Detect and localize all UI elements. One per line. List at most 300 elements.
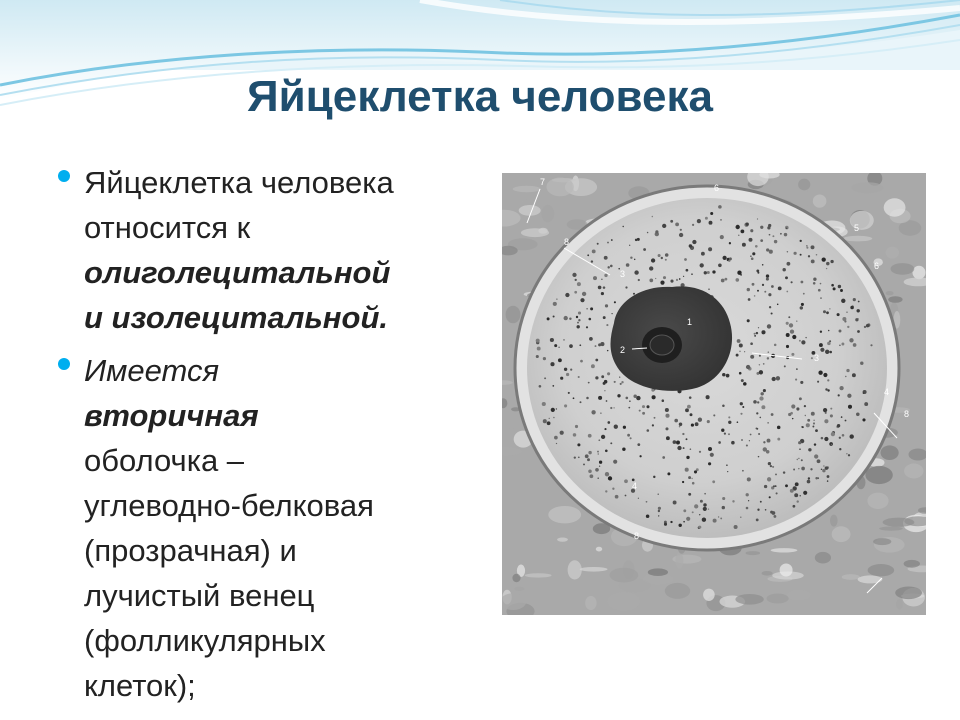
cytoplasm-granule [870, 344, 872, 346]
cytoplasm-granule [850, 434, 854, 438]
cytoplasm-granule [570, 369, 572, 371]
cytoplasm-granule [786, 333, 790, 337]
cytoplasm-granule [752, 252, 755, 255]
tissue-texture-blob [547, 178, 574, 197]
cytoplasm-granule [842, 434, 845, 437]
cytoplasm-granule [686, 517, 690, 521]
cytoplasm-granule [831, 284, 834, 287]
cytoplasm-granule [731, 441, 735, 445]
cytoplasm-granule [590, 307, 593, 310]
cytoplasm-granule [776, 376, 780, 380]
cytoplasm-granule [601, 279, 602, 280]
cytoplasm-granule [633, 293, 635, 295]
cytoplasm-granule [767, 357, 769, 359]
cytoplasm-granule [665, 253, 669, 257]
cytoplasm-granule [826, 262, 829, 265]
bullet-line-italic: Имеется [84, 353, 220, 388]
cytoplasm-granule [699, 514, 700, 515]
cytoplasm-granule [697, 219, 701, 223]
cytoplasm-granule [814, 454, 818, 458]
cytoplasm-granule [600, 412, 602, 414]
tissue-texture-blob [886, 291, 894, 295]
cytoplasm-granule [708, 462, 711, 465]
cytoplasm-granule [757, 218, 758, 219]
cytoplasm-granule [770, 465, 772, 467]
cytoplasm-granule [629, 245, 630, 246]
cytoplasm-granule [713, 414, 715, 416]
cytoplasm-granule [815, 477, 817, 479]
cytoplasm-granule [777, 438, 780, 441]
cytoplasm-granule [729, 242, 731, 244]
cytoplasm-granule [771, 285, 774, 288]
cytoplasm-granule [601, 435, 605, 439]
cytoplasm-granule [761, 392, 764, 395]
tissue-texture-blob [580, 567, 608, 572]
cytoplasm-granule [629, 400, 631, 402]
cytoplasm-granule [579, 344, 581, 346]
cytoplasm-granule [787, 251, 788, 252]
cytoplasm-granule [756, 427, 758, 429]
tissue-texture-blob [648, 568, 668, 576]
cytoplasm-granule [786, 322, 789, 325]
cytoplasm-granule [741, 230, 745, 234]
cytoplasm-granule [787, 262, 791, 266]
cytoplasm-granule [588, 469, 592, 473]
cytoplasm-granule [550, 338, 554, 342]
cytoplasm-granule [661, 257, 663, 259]
cytoplasm-granule [839, 437, 841, 439]
cytoplasm-granule [842, 317, 846, 321]
cytoplasm-granule [786, 228, 787, 229]
cytoplasm-granule [665, 259, 667, 261]
cytoplasm-granule [600, 342, 604, 346]
cytoplasm-granule [610, 265, 613, 268]
cytoplasm-granule [686, 456, 689, 459]
tissue-texture-blob [780, 564, 793, 577]
cytoplasm-granule [607, 350, 608, 351]
cytoplasm-granule [595, 376, 598, 379]
cytoplasm-granule [758, 327, 759, 328]
cytoplasm-granule [655, 230, 658, 233]
cytoplasm-granule [738, 235, 739, 236]
cytoplasm-granule [607, 266, 609, 268]
micrograph-label: 5 [854, 223, 860, 233]
cytoplasm-granule [760, 239, 763, 242]
cytoplasm-granule [625, 397, 628, 400]
cytoplasm-granule [793, 505, 796, 508]
cytoplasm-granule [577, 322, 579, 324]
cytoplasm-granule [675, 223, 679, 227]
cytoplasm-granule [728, 433, 730, 435]
cytoplasm-granule [637, 238, 640, 241]
cytoplasm-granule [740, 402, 743, 405]
cytoplasm-granule [658, 515, 659, 516]
cytoplasm-granule [747, 319, 750, 322]
cytoplasm-granule [710, 212, 713, 215]
bullet-line: углеводно-белковая [84, 488, 374, 523]
cytoplasm-granule [778, 286, 782, 290]
cytoplasm-granule [804, 405, 806, 407]
cytoplasm-granule [742, 470, 744, 472]
cytoplasm-granule [825, 388, 827, 390]
cytoplasm-granule [560, 431, 564, 435]
cytoplasm-granule [813, 420, 814, 421]
cytoplasm-granule [801, 281, 804, 284]
cytoplasm-granule [676, 441, 680, 445]
cytoplasm-granule [772, 466, 774, 468]
cytoplasm-granule [769, 234, 771, 236]
cytoplasm-granule [757, 290, 759, 292]
cytoplasm-granule [841, 416, 843, 418]
cytoplasm-granule [639, 410, 641, 412]
cytoplasm-granule [746, 444, 748, 446]
tissue-texture-blob [883, 518, 915, 527]
cytoplasm-granule [603, 382, 606, 385]
cytoplasm-granule [667, 472, 670, 475]
cytoplasm-granule [823, 310, 826, 313]
cytoplasm-granule [793, 469, 795, 471]
cytoplasm-granule [769, 496, 771, 498]
micrograph-label: 4 [884, 387, 890, 397]
cytoplasm-granule [628, 407, 630, 409]
cytoplasm-granule [692, 511, 694, 513]
cytoplasm-granule [580, 298, 584, 302]
cytoplasm-granule [801, 467, 805, 471]
cytoplasm-granule [642, 412, 645, 415]
cytoplasm-granule [774, 240, 777, 243]
cytoplasm-granule [806, 247, 808, 249]
cytoplasm-granule [658, 507, 661, 510]
cytoplasm-granule [757, 401, 759, 403]
cytoplasm-granule [747, 477, 751, 481]
cytoplasm-granule [748, 500, 749, 501]
cytoplasm-granule [601, 292, 604, 295]
cytoplasm-granule [798, 468, 800, 470]
cytoplasm-granule [597, 243, 599, 245]
cytoplasm-granule [846, 453, 847, 454]
cytoplasm-granule [864, 402, 868, 406]
cytoplasm-granule [700, 263, 704, 267]
cytoplasm-granule [838, 394, 840, 396]
cytoplasm-granule [573, 397, 575, 399]
cytoplasm-granule [712, 270, 715, 273]
cytoplasm-granule [720, 517, 722, 519]
cytoplasm-granule [740, 413, 742, 415]
cytoplasm-granule [856, 309, 859, 312]
cytoplasm-granule [761, 330, 765, 334]
tissue-texture-blob [879, 527, 903, 531]
cytoplasm-granule [658, 510, 660, 512]
cytoplasm-granule [771, 413, 774, 416]
cytoplasm-granule [688, 493, 691, 496]
cytoplasm-granule [679, 426, 681, 428]
cytoplasm-granule [798, 458, 799, 459]
cytoplasm-granule [543, 419, 547, 423]
cytoplasm-granule [827, 480, 828, 481]
tissue-texture-blob [596, 547, 602, 552]
cytoplasm-granule [662, 224, 666, 228]
cytoplasm-granule [684, 258, 687, 261]
cytoplasm-granule [782, 268, 785, 271]
cytoplasm-granule [758, 456, 760, 458]
cytoplasm-granule [689, 244, 692, 247]
cytoplasm-granule [794, 493, 798, 497]
cytoplasm-granule [658, 254, 661, 257]
cytoplasm-granule [740, 517, 741, 518]
cytoplasm-granule [801, 303, 804, 306]
cytoplasm-granule [575, 425, 578, 428]
cytoplasm-granule [866, 324, 869, 327]
cytoplasm-granule [764, 291, 766, 293]
cytoplasm-granule [727, 471, 728, 472]
cytoplasm-granule [627, 434, 630, 437]
tissue-texture-blob [843, 236, 872, 242]
cytoplasm-granule [749, 440, 750, 441]
cytoplasm-granule [713, 519, 717, 523]
cytoplasm-granule [709, 221, 713, 225]
cytoplasm-granule [634, 259, 635, 260]
cytoplasm-granule [665, 427, 668, 430]
cytoplasm-granule [788, 316, 790, 318]
cytoplasm-granule [601, 375, 604, 378]
cytoplasm-granule [801, 459, 803, 461]
cytoplasm-granule [795, 379, 797, 381]
cytoplasm-granule [820, 348, 824, 352]
cytoplasm-granule [739, 344, 743, 348]
cytoplasm-granule [784, 233, 787, 236]
cytoplasm-granule [765, 509, 767, 511]
cytoplasm-granule [597, 477, 598, 478]
cytoplasm-granule [708, 447, 712, 451]
cytoplasm-granule [827, 475, 830, 478]
cytoplasm-granule [620, 383, 622, 385]
cytoplasm-granule [595, 468, 599, 472]
cytoplasm-granule [863, 393, 864, 394]
cytoplasm-granule [800, 254, 802, 256]
cytoplasm-granule [554, 344, 557, 347]
cytoplasm-granule [637, 443, 640, 446]
cytoplasm-granule [791, 404, 795, 408]
tissue-texture-blob [842, 574, 860, 580]
cytoplasm-granule [726, 464, 728, 466]
bullet-list [58, 160, 478, 716]
cytoplasm-granule [599, 461, 602, 464]
cytoplasm-granule [803, 293, 805, 295]
cytoplasm-granule [598, 286, 602, 290]
cytoplasm-granule [786, 345, 789, 348]
cytoplasm-granule [578, 376, 580, 378]
cytoplasm-granule [780, 233, 782, 235]
tissue-texture-blob [815, 552, 831, 564]
cytoplasm-granule [740, 274, 742, 276]
cytoplasm-granule [737, 339, 741, 343]
micrograph-label: 6 [714, 183, 720, 193]
cytoplasm-granule [826, 268, 827, 269]
cytoplasm-granule [722, 506, 725, 509]
cytoplasm-granule [577, 282, 581, 286]
cytoplasm-granule [605, 490, 607, 492]
micrograph-label: 7 [540, 177, 546, 187]
cytoplasm-granule [599, 466, 600, 467]
cytoplasm-granule [682, 433, 684, 435]
cytoplasm-granule [775, 485, 777, 487]
cytoplasm-granule [746, 365, 750, 369]
cytoplasm-granule [694, 470, 697, 473]
cytoplasm-granule [762, 284, 764, 286]
cytoplasm-granule [768, 351, 770, 353]
cytoplasm-granule [651, 258, 655, 262]
cytoplasm-granule [841, 299, 845, 303]
cytoplasm-granule [773, 485, 775, 487]
cytoplasm-granule [544, 377, 546, 379]
cytoplasm-granule [718, 263, 722, 267]
cytoplasm-granule [862, 418, 865, 421]
tissue-texture-blob [703, 589, 715, 601]
cytoplasm-granule [791, 281, 793, 283]
cytoplasm-granule [775, 473, 777, 475]
tissue-texture-blob [767, 594, 789, 604]
cytoplasm-granule [744, 351, 745, 352]
cytoplasm-granule [827, 389, 829, 391]
cytoplasm-granule [622, 447, 625, 450]
cytoplasm-granule [756, 518, 759, 521]
cytoplasm-granule [633, 395, 636, 398]
cytoplasm-granule [808, 477, 810, 479]
cytoplasm-granule [792, 418, 793, 419]
cytoplasm-granule [611, 239, 613, 241]
cytoplasm-granule [652, 216, 654, 218]
cytoplasm-granule [583, 463, 585, 465]
cytoplasm-granule [712, 480, 715, 483]
cytoplasm-granule [749, 238, 753, 242]
tissue-texture-blob [888, 296, 902, 303]
cytoplasm-granule [825, 350, 829, 354]
tissue-texture-blob [896, 599, 903, 610]
cytoplasm-granule [759, 364, 760, 365]
bullet-line: (прозрачная) и [84, 533, 297, 568]
cytoplasm-granule [604, 256, 608, 260]
cytoplasm-granule [703, 507, 707, 511]
cytoplasm-granule [604, 390, 605, 391]
cytoplasm-granule [822, 469, 825, 472]
cytoplasm-granule [639, 455, 641, 457]
cytoplasm-granule [837, 313, 840, 316]
cytoplasm-granule [824, 437, 828, 441]
cytoplasm-granule [611, 313, 612, 314]
tissue-texture-blob [904, 560, 920, 568]
cytoplasm-granule [613, 407, 614, 408]
cytoplasm-granule [825, 466, 829, 470]
cytoplasm-granule [663, 276, 666, 279]
cytoplasm-granule [615, 495, 619, 499]
cytoplasm-granule [768, 462, 771, 465]
cytoplasm-granule [760, 501, 762, 503]
cytoplasm-granule [786, 291, 788, 293]
cytoplasm-granule [578, 456, 580, 458]
cytoplasm-granule [591, 364, 595, 368]
cytoplasm-granule [704, 493, 706, 495]
cytoplasm-granule [772, 235, 774, 237]
tissue-texture-blob [830, 515, 838, 527]
tissue-texture-blob [665, 583, 690, 599]
cytoplasm-granule [746, 507, 749, 510]
cytoplasm-granule [605, 304, 608, 307]
cytoplasm-granule [604, 274, 607, 277]
cytoplasm-granule [580, 360, 583, 363]
cytoplasm-granule [597, 451, 599, 453]
cytoplasm-granule [860, 361, 863, 364]
micrograph-label: 8 [634, 531, 640, 541]
cytoplasm-granule [654, 417, 656, 419]
cytoplasm-granule [621, 381, 623, 383]
cytoplasm-granule [823, 465, 825, 467]
tissue-texture-blob [884, 198, 906, 216]
tissue-texture-blob [868, 564, 895, 576]
cytoplasm-granule [574, 456, 576, 458]
cytoplasm-granule [807, 480, 811, 484]
cytoplasm-granule [614, 301, 616, 303]
cytoplasm-granule [722, 404, 725, 407]
cytoplasm-granule [554, 436, 558, 440]
cytoplasm-granule [838, 285, 841, 288]
cytoplasm-granule [723, 256, 727, 260]
cytoplasm-granule [549, 418, 550, 419]
cytoplasm-granule [673, 440, 677, 444]
tissue-texture-blob [548, 506, 581, 523]
tissue-texture-blob [806, 190, 813, 207]
cytoplasm-granule [755, 245, 758, 248]
cytoplasm-granule [816, 254, 818, 256]
cytoplasm-granule [817, 459, 821, 463]
cytoplasm-granule [564, 368, 567, 371]
tissue-texture-blob [873, 538, 891, 545]
cytoplasm-granule [818, 371, 822, 375]
cytoplasm-granule [736, 225, 740, 229]
bullet-dot-icon [58, 170, 70, 182]
cytoplasm-granule [801, 340, 805, 344]
cytoplasm-granule [812, 426, 814, 428]
cytoplasm-granule [808, 255, 810, 257]
cytoplasm-granule [811, 245, 815, 249]
cytoplasm-granule [841, 343, 844, 346]
cytoplasm-granule [625, 495, 627, 497]
cytoplasm-granule [776, 492, 778, 494]
cytoplasm-granule [808, 448, 811, 451]
cytoplasm-granule [638, 279, 640, 281]
cytoplasm-granule [825, 412, 827, 414]
cytoplasm-granule [767, 439, 771, 443]
cytoplasm-granule [607, 421, 610, 424]
cytoplasm-granule [587, 254, 589, 256]
cytoplasm-granule [662, 456, 665, 459]
cytoplasm-granule [603, 286, 606, 289]
cytoplasm-granule [694, 504, 698, 508]
micrograph-label: 1 [687, 317, 693, 327]
cytoplasm-granule [595, 345, 597, 347]
cytoplasm-granule [691, 478, 692, 479]
tissue-texture-blob [762, 571, 773, 576]
cytoplasm-granule [690, 413, 693, 416]
cytoplasm-granule [626, 263, 630, 267]
cytoplasm-granule [647, 232, 649, 234]
cytoplasm-granule [858, 301, 860, 303]
cytoplasm-granule [846, 369, 849, 372]
tissue-texture-blob [913, 266, 926, 279]
cytoplasm-granule [793, 252, 796, 255]
cytoplasm-granule [718, 516, 719, 517]
cytoplasm-granule [752, 283, 755, 286]
cytoplasm-granule [827, 342, 831, 346]
